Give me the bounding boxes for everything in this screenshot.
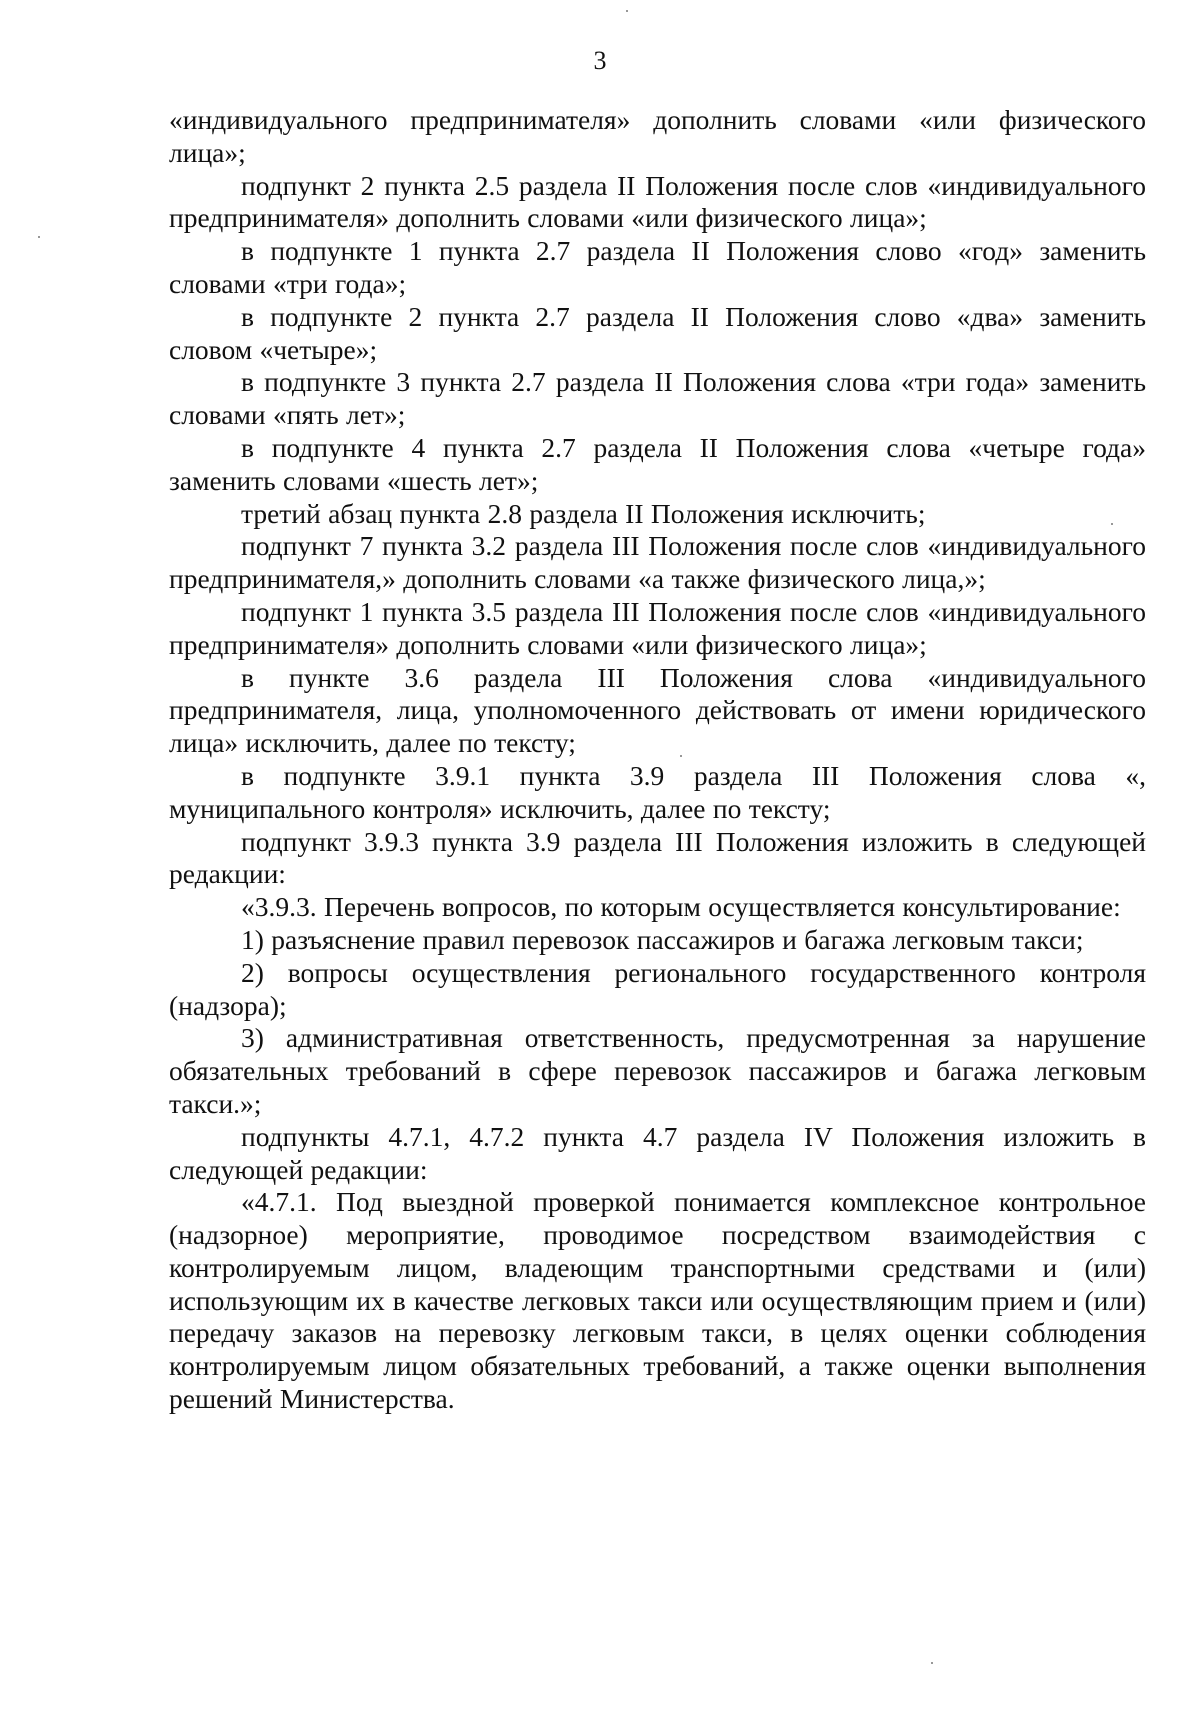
paragraph: «4.7.1. Под выездной проверкой понимается комплексное контрольное (надзорное) мероприятие, проводимое посредством взаимодействия с контролируемым лицом, владеющим транспортными средствами и (или) использующим их в качестве легковых такси или осуществляющим прием и (или) передачу заказов на перевозку легковым такси, в целях оценки соблюдения контролируемым лицом обязательных требований, а также оценки выполнения решений Министерства.	[169, 1186, 1146, 1415]
paragraph: 3) административная ответственность, предусмотренная за нарушение обязательных требований в сфере перевозок пассажиров и багажа легковым такси.»;	[169, 1022, 1146, 1119]
paragraph: подпункт 7 пункта 3.2 раздела III Положения после слов «индивидуального предпринимателя,» дополнить словами «а также физического лица,»;	[169, 530, 1146, 595]
paragraph: подпункты 4.7.1, 4.7.2 пункта 4.7 раздела IV Положения изложить в следующей редакции:	[169, 1120, 1146, 1185]
paragraph: в подпункте 3 пункта 2.7 раздела II Положения слова «три года» заменить словами «пять лет»;	[169, 366, 1146, 431]
paragraph: в подпункте 2 пункта 2.7 раздела II Положения слово «два» заменить словом «четыре»;	[169, 300, 1146, 365]
paragraph: «индивидуального предпринимателя» дополнить словами «или физического лица»;	[169, 104, 1146, 168]
paragraph: подпункт 2 пункта 2.5 раздела II Положения после слов «индивидуального предпринимателя» дополнить словами «или физического лица»;	[169, 169, 1146, 234]
paragraph: в подпункте 4 пункта 2.7 раздела II Положения слова «четыре года» заменить словами «шесть лет»;	[169, 431, 1146, 496]
page-number: 3	[593, 46, 607, 75]
paragraph: третий абзац пункта 2.8 раздела II Положения исключить;	[241, 497, 926, 529]
paragraph: 1) разъяснение правил перевозок пассажиров и багажа легковым такси;	[241, 923, 1084, 955]
scan-speck	[38, 236, 40, 238]
paragraph: в пункте 3.6 раздела III Положения слова «индивидуального предпринимателя, лица, уполномоченного действовать от имени юридического лица» исключить, далее по тексту;	[169, 661, 1146, 759]
paragraph: в подпункте 3.9.1 пункта 3.9 раздела III Положения слова «, муниципального контроля» исключить, далее по тексту;	[169, 759, 1146, 824]
paragraph: «3.9.3. Перечень вопросов, по которым осуществляется консультирование:	[241, 891, 1121, 923]
scan-speck	[931, 1662, 933, 1664]
paragraph: подпункт 1 пункта 3.5 раздела III Положения после слов «индивидуального предпринимателя» дополнить словами «или физического лица»;	[169, 595, 1146, 660]
scan-speck	[626, 10, 628, 12]
paragraph: 2) вопросы осуществления регионального государственного контроля (надзора);	[169, 956, 1146, 1021]
paragraph: в подпункте 1 пункта 2.7 раздела II Положения слово «год» заменить словами «три года»;	[169, 235, 1146, 299]
paragraph: подпункт 3.9.3 пункта 3.9 раздела III Положения изложить в следующей редакции:	[169, 825, 1146, 890]
scan-speck	[1111, 523, 1113, 525]
document-body	[169, 104, 1146, 1416]
scan-speck	[680, 755, 682, 757]
